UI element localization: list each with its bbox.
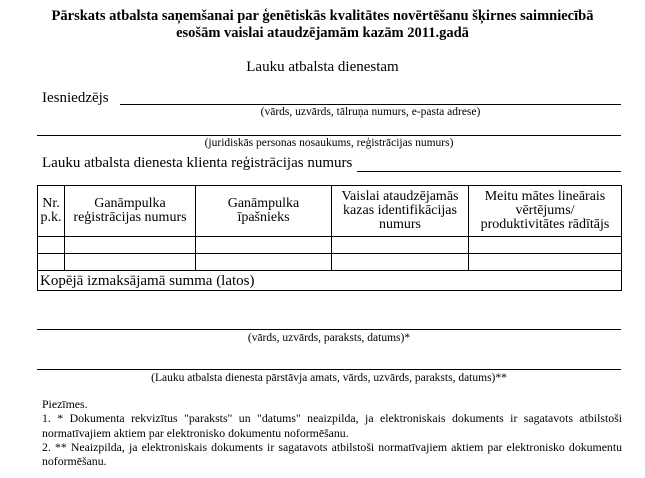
title-line-2: esošām vaislai ataudzējamām kazām 2011.gadā [176,25,469,41]
submitter-legal-caption: (juridiskās personas nosaukums, reģistrācijas numurs) [204,137,454,149]
signature-caption-1: (vārds, uzvārds, paraksts, datums)* [247,332,411,344]
note-item-2: 2. ** Neaizpilda, ja elektroniskais dokuments ir sagatavots atbilstoši normatīvajiem aktiem par elektronisko dokumentu noformēšanu. [42,439,622,469]
table-cell[interactable] [469,237,622,254]
table-cell[interactable] [38,237,65,254]
table-cell[interactable] [332,237,469,254]
table-cell[interactable] [65,237,196,254]
table-cell[interactable] [469,254,622,271]
note-item-1: 1. * Dokumenta rekvizītus "paraksts" un "datums" neaizpilda, ja elektroniskais dokuments ir sagatavots atbilstoši normatīvajiem aktiem par elektronisko dokumentu noformēšanu. [42,411,622,440]
table-row [38,254,622,271]
header-goat-id: Vaislai ataudzējamās kazas identifikācijas numurs [332,186,469,237]
notes-block [42,397,622,468]
header-linear-score: Meitu mātes lineārais vērtējums/ produktivitātes rādītājs [469,186,622,237]
client-reg-line[interactable] [357,171,621,172]
table-header-row [38,186,622,237]
table-cell[interactable] [196,254,332,271]
service-addressee: Lauku atbalsta dienestam [246,59,399,75]
table-cell[interactable] [196,237,332,254]
header-nr: Nr. p.k. [38,186,65,237]
signature-line-2[interactable] [37,369,621,370]
submitter-person-line[interactable] [120,104,621,105]
header-herd-owner: Ganāmpulka īpašnieks [196,186,332,237]
table-cell[interactable] [38,254,65,271]
client-reg-label: Lauku atbalsta dienesta klienta reģistrācijas numurs [42,155,353,171]
submitter-legal-line[interactable] [37,135,621,136]
title-line-1: Pārskats atbalsta saņemšanai par ģenētiskās kvalitātes novērtēšanu šķirnes saimniecībā [51,8,594,24]
submitter-person-caption: (vārds, uzvārds, tālruņa numurs, e-pasta adrese) [260,106,481,118]
header-herd-reg: Ganāmpulka reģistrācijas numurs [65,186,196,237]
total-label: Kopējā izmaksājamā summa (latos) [38,271,622,291]
notes-heading: Piezīmes. [42,397,88,411]
signature-caption-2: (Lauku atbalsta dienesta pārstāvja amats, vārds, uzvārds, paraksts, datums)** [151,372,507,384]
table-cell[interactable] [332,254,469,271]
goats-table [37,185,622,291]
table-row [38,237,622,254]
document-title [20,8,625,42]
table-cell[interactable] [65,254,196,271]
submitter-label: Iesniedzējs [42,90,109,106]
table-total-row [38,271,622,291]
signature-line-1[interactable] [37,329,621,330]
